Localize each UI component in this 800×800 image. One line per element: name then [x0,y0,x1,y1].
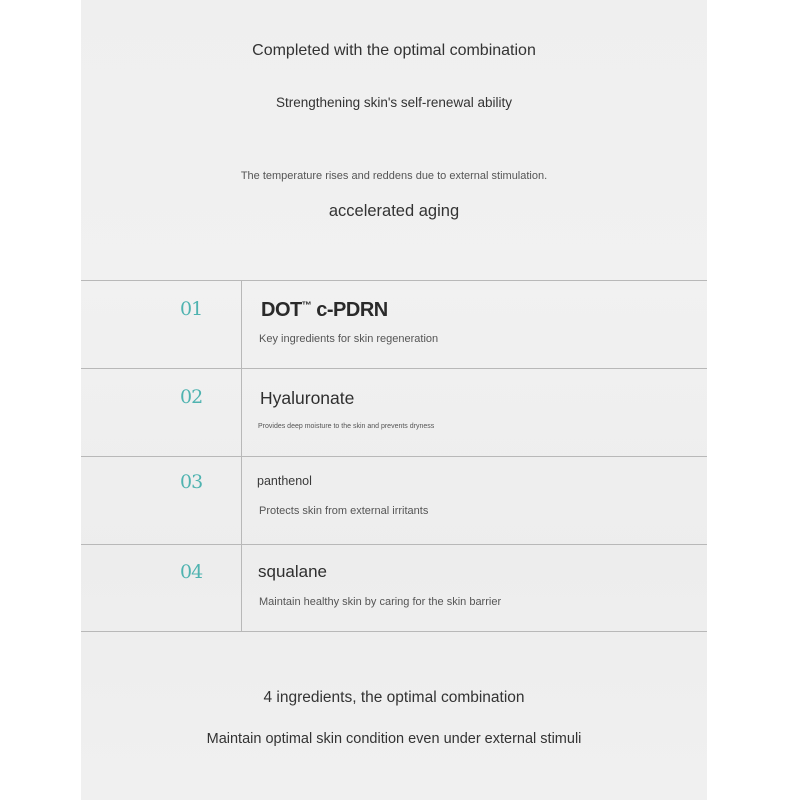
summary-subheadline: Maintain optimal skin condition even under external stimuli [206,731,582,747]
ingredient-name: squalane [258,562,328,581]
intro-headline: Completed with the optimal combination [252,42,536,59]
product-info-panel [81,0,707,800]
intro-emphasis: accelerated aging [328,202,460,220]
summary-headline: 4 ingredients, the optimal combination [263,689,525,706]
ingredient-name [261,299,388,322]
ingredient-number: 02 [180,386,203,408]
ingredient-name: panthenol [257,474,312,488]
intro-subheadline: Strengthening skin's self-renewal ability [276,95,512,110]
ingredient-description: Protects skin from external irritants [259,505,429,517]
ingredient-name-brand: DOT [261,299,302,321]
ingredient-row-1 [81,281,707,369]
ingredient-name-suffix: c-PDRN [311,299,388,321]
ingredient-description: Key ingredients for skin regeneration [259,333,439,345]
ingredient-name: Hyaluronate [260,388,355,408]
ingredient-row-3 [81,457,707,545]
ingredient-row-4 [81,544,707,632]
ingredient-number: 04 [180,561,203,583]
ingredient-description: Provides deep moisture to the skin and prevents dryness [258,423,435,430]
ingredient-description: Maintain healthy skin by caring for the skin barrier [259,596,502,608]
ingredient-number: 03 [180,471,203,493]
ingredients-table [81,280,707,631]
ingredient-number: 01 [180,298,203,320]
trademark-symbol: ™ [301,300,312,312]
intro-note: The temperature rises and reddens due to external stimulation. [240,170,548,182]
ingredient-row-2 [81,369,707,457]
